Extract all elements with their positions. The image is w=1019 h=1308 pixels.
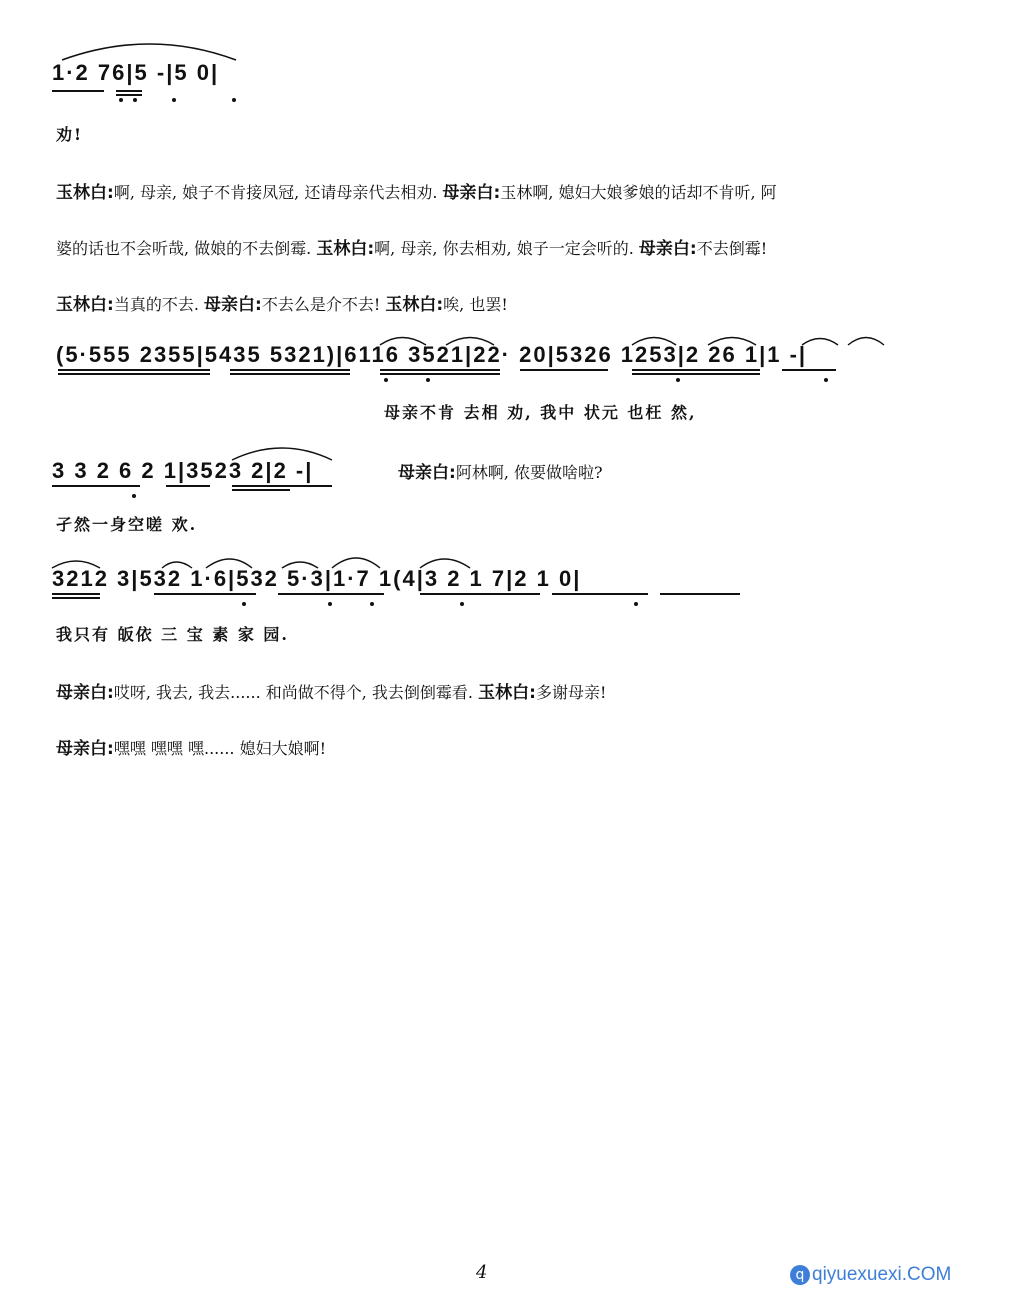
dialogue-text: 不去倒霉! [696, 239, 768, 258]
dialogue-text: 啊, 母亲, 你去相劝, 娘子一定会听的. [374, 239, 634, 258]
dialogue-text: 当真的不去. [113, 295, 199, 314]
dialogue-text: 多谢母亲! [535, 683, 607, 702]
dialogue-row-1 [56, 178, 777, 203]
watermark-text: qiyuexuexi.COM [812, 1264, 952, 1285]
dialogue-row-2 [56, 234, 767, 259]
speaker-label: 母亲白: [56, 683, 114, 703]
dialogue-text: 嘿嘿 嘿嘿 嘿...... 媳妇大娘啊! [113, 739, 327, 758]
dialogue-text: 玉林啊, 媳妇大娘爹娘的话却不肯听, 阿 [500, 183, 777, 202]
dialogue-row-3 [56, 290, 508, 315]
notation-line-5: 3212 3|532 1·6|532 5·3|1·7 1(4|3 2 1 7|2 1 0| [52, 566, 582, 591]
notation-line-1: 1·2 76|5 -|5 0| [52, 60, 220, 85]
speaker-label: 母亲白: [56, 739, 114, 759]
speaker-label: 玉林白: [385, 295, 444, 315]
dialogue-row-6 [56, 734, 326, 759]
speaker-label: 母亲白: [442, 183, 501, 203]
page-number: 4 [476, 1262, 488, 1283]
speaker-label: 母亲白: [204, 295, 262, 315]
site-watermark [790, 1264, 951, 1286]
speaker-label: 玉林白: [56, 295, 114, 315]
lyric-line-3: 母亲不肯 去相 劝, 我中 状元 也枉 然, [384, 403, 697, 422]
dialogue-text: 阿林啊, 侬要做啥啦? [455, 463, 603, 482]
speaker-label: 玉林白: [56, 183, 114, 203]
dialogue-text: 婆的话也不会听哉, 做娘的不去倒霉. [56, 239, 312, 258]
lyric-line-5: 我只有 皈依 三 宝 素 家 园. [56, 625, 289, 644]
dialogue-text: 啊, 母亲, 娘子不肯接凤冠, 还请母亲代去相劝. [113, 183, 438, 202]
speaker-label: 玉林白: [478, 683, 536, 703]
watermark-logo-icon: q [790, 1265, 810, 1285]
dialogue-text: 唉, 也罢! [443, 295, 508, 314]
notation-line-3: (5·555 2355|5435 5321)|6116 3521|22· 20|5326 1253|2 26 1|1 -| [56, 342, 808, 367]
dialogue-text: 不去么是介不去! [261, 295, 381, 314]
lyric-line-4: 孑然一身空嗟 欢. [56, 515, 198, 534]
dialogue-text: 哎呀, 我去, 我去...... 和尚做不得个, 我去倒倒霉看. [113, 683, 474, 702]
speaker-label: 母亲白: [398, 463, 456, 483]
lyric-line-1: 劝! [56, 125, 84, 144]
speaker-label: 母亲白: [638, 239, 697, 259]
notation-line-4: 3 3 2 6 2 1|3523 2|2 -| [52, 458, 314, 483]
speaker-label: 玉林白: [316, 239, 375, 259]
dialogue-row-4 [398, 458, 603, 483]
dialogue-row-5 [56, 678, 606, 703]
